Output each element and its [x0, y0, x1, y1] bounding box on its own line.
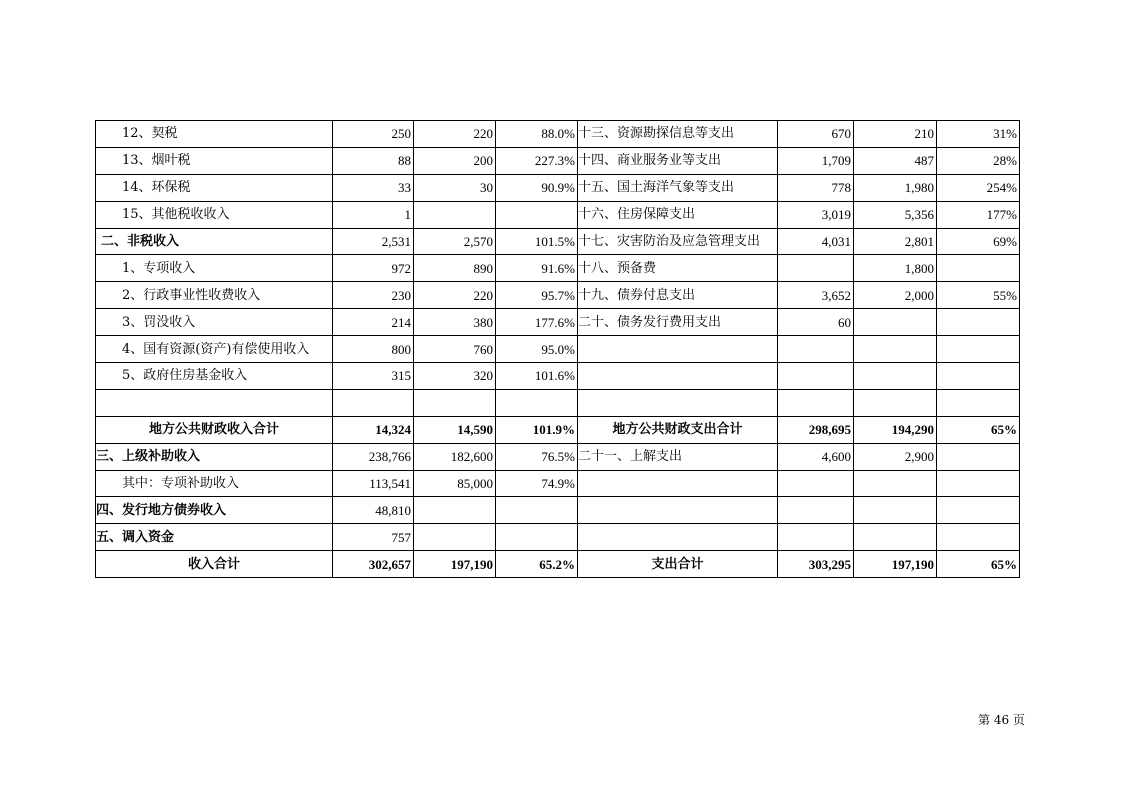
expense-ratio-cell: 177%: [937, 201, 1020, 228]
expense-item-cell: 支出合计: [578, 551, 778, 578]
income-budget-2020-cell: [414, 389, 496, 416]
expense-ratio-cell: 69%: [937, 228, 1020, 255]
table-row: [96, 147, 1020, 174]
income-ratio-cell: 101.9%: [496, 416, 578, 443]
income-budget-2020-cell: 14,590: [414, 416, 496, 443]
expense-item-cell: [578, 470, 778, 497]
expense-item-cell: 十六、住房保障支出: [578, 201, 778, 228]
expense-budget-2020-cell: [854, 336, 937, 363]
income-ratio-cell: 101.6%: [496, 363, 578, 390]
income-item-cell: 三、上级补助收入: [96, 443, 333, 470]
income-item-cell: 15、其他税收收入: [96, 201, 333, 228]
income-budget-2020-cell: 220: [414, 282, 496, 309]
expense-ratio-cell: 31%: [937, 121, 1020, 148]
expense-final-2019-cell: 4,031: [778, 228, 854, 255]
expense-final-2019-cell: 3,652: [778, 282, 854, 309]
expense-item-cell: 十七、灾害防治及应急管理支出: [578, 228, 778, 255]
expense-ratio-cell: [937, 524, 1020, 551]
table-row: [96, 470, 1020, 497]
expense-item-cell: [578, 336, 778, 363]
income-ratio-cell: 177.6%: [496, 309, 578, 336]
expense-item-cell: 二十一、上解支出: [578, 443, 778, 470]
expense-budget-2020-cell: 487: [854, 147, 937, 174]
income-ratio-cell: [496, 389, 578, 416]
income-item-cell: 3、罚没收入: [96, 309, 333, 336]
income-budget-2020-cell: 220: [414, 121, 496, 148]
expense-ratio-cell: [937, 443, 1020, 470]
income-item-cell: [96, 389, 333, 416]
expense-final-2019-cell: [778, 389, 854, 416]
income-ratio-cell: 76.5%: [496, 443, 578, 470]
expense-item-cell: [578, 497, 778, 524]
income-final-2019-cell: 33: [333, 174, 414, 201]
income-ratio-cell: 65.2%: [496, 551, 578, 578]
table-row: [96, 336, 1020, 363]
income-final-2019-cell: 214: [333, 309, 414, 336]
expense-ratio-cell: [937, 255, 1020, 282]
income-ratio-cell: 227.3%: [496, 147, 578, 174]
income-budget-2020-cell: [414, 497, 496, 524]
table-row: [96, 551, 1020, 578]
income-final-2019-cell: 972: [333, 255, 414, 282]
table-row: [96, 443, 1020, 470]
expense-budget-2020-cell: 2,900: [854, 443, 937, 470]
expense-budget-2020-cell: [854, 497, 937, 524]
expense-budget-2020-cell: 5,356: [854, 201, 937, 228]
income-budget-2020-cell: [414, 201, 496, 228]
table-row: [96, 255, 1020, 282]
income-final-2019-cell: 250: [333, 121, 414, 148]
expense-ratio-cell: 55%: [937, 282, 1020, 309]
income-final-2019-cell: 230: [333, 282, 414, 309]
expense-budget-2020-cell: 2,000: [854, 282, 937, 309]
expense-ratio-cell: 65%: [937, 551, 1020, 578]
table-row: [96, 228, 1020, 255]
expense-budget-2020-cell: [854, 363, 937, 390]
income-ratio-cell: 95.0%: [496, 336, 578, 363]
income-budget-2020-cell: 30: [414, 174, 496, 201]
income-ratio-cell: 88.0%: [496, 121, 578, 148]
expense-final-2019-cell: 298,695: [778, 416, 854, 443]
expense-final-2019-cell: 3,019: [778, 201, 854, 228]
expense-budget-2020-cell: [854, 524, 937, 551]
expense-final-2019-cell: 778: [778, 174, 854, 201]
income-item-cell: 四、发行地方债券收入: [96, 497, 333, 524]
expense-budget-2020-cell: [854, 309, 937, 336]
expense-final-2019-cell: 60: [778, 309, 854, 336]
income-budget-2020-cell: 182,600: [414, 443, 496, 470]
income-item-cell: 13、烟叶税: [96, 147, 333, 174]
expense-final-2019-cell: 4,600: [778, 443, 854, 470]
table-row: [96, 201, 1020, 228]
income-item-cell: 1、专项收入: [96, 255, 333, 282]
income-ratio-cell: 90.9%: [496, 174, 578, 201]
expense-ratio-cell: 254%: [937, 174, 1020, 201]
income-final-2019-cell: 757: [333, 524, 414, 551]
table-row: [96, 282, 1020, 309]
expense-item-cell: 十五、国土海洋气象等支出: [578, 174, 778, 201]
income-item-cell: 收入合计: [96, 551, 333, 578]
income-final-2019-cell: 2,531: [333, 228, 414, 255]
income-item-cell: 其中：专项补助收入: [96, 470, 333, 497]
expense-ratio-cell: [937, 336, 1020, 363]
income-budget-2020-cell: 380: [414, 309, 496, 336]
expense-ratio-cell: [937, 309, 1020, 336]
income-final-2019-cell: 113,541: [333, 470, 414, 497]
income-item-cell: 二、非税收入: [96, 228, 333, 255]
income-ratio-cell: [496, 497, 578, 524]
income-budget-2020-cell: 760: [414, 336, 496, 363]
income-item-cell: 地方公共财政收入合计: [96, 416, 333, 443]
income-ratio-cell: 95.7%: [496, 282, 578, 309]
expense-item-cell: 十八、预备费: [578, 255, 778, 282]
expense-item-cell: [578, 389, 778, 416]
expense-ratio-cell: [937, 497, 1020, 524]
expense-budget-2020-cell: 2,801: [854, 228, 937, 255]
table-row: [96, 174, 1020, 201]
expense-budget-2020-cell: 1,800: [854, 255, 937, 282]
income-item-cell: 五、调入资金: [96, 524, 333, 551]
table-row: [96, 121, 1020, 148]
income-budget-2020-cell: 320: [414, 363, 496, 390]
income-ratio-cell: 101.5%: [496, 228, 578, 255]
income-budget-2020-cell: 200: [414, 147, 496, 174]
income-ratio-cell: [496, 524, 578, 551]
expense-final-2019-cell: 1,709: [778, 147, 854, 174]
table-row: [96, 497, 1020, 524]
expense-item-cell: [578, 363, 778, 390]
expense-item-cell: 十九、债券付息支出: [578, 282, 778, 309]
income-item-cell: 5、政府住房基金收入: [96, 363, 333, 390]
budget-table: [95, 120, 1020, 578]
income-final-2019-cell: 1: [333, 201, 414, 228]
expense-final-2019-cell: 303,295: [778, 551, 854, 578]
income-final-2019-cell: 88: [333, 147, 414, 174]
income-final-2019-cell: 48,810: [333, 497, 414, 524]
expense-ratio-cell: [937, 363, 1020, 390]
income-item-cell: 2、行政事业性收费收入: [96, 282, 333, 309]
expense-final-2019-cell: [778, 470, 854, 497]
expense-final-2019-cell: [778, 524, 854, 551]
income-final-2019-cell: 238,766: [333, 443, 414, 470]
income-final-2019-cell: 302,657: [333, 551, 414, 578]
income-budget-2020-cell: [414, 524, 496, 551]
expense-budget-2020-cell: [854, 389, 937, 416]
income-ratio-cell: 91.6%: [496, 255, 578, 282]
expense-final-2019-cell: [778, 363, 854, 390]
income-final-2019-cell: 315: [333, 363, 414, 390]
expense-budget-2020-cell: 194,290: [854, 416, 937, 443]
table-row: [96, 309, 1020, 336]
income-item-cell: 4、国有资源(资产)有偿使用收入: [96, 336, 333, 363]
expense-ratio-cell: [937, 389, 1020, 416]
expense-budget-2020-cell: 210: [854, 121, 937, 148]
expense-item-cell: 二十、债务发行费用支出: [578, 309, 778, 336]
income-ratio-cell: [496, 201, 578, 228]
expense-budget-2020-cell: 197,190: [854, 551, 937, 578]
income-budget-2020-cell: 197,190: [414, 551, 496, 578]
income-final-2019-cell: [333, 389, 414, 416]
expense-item-cell: 地方公共财政支出合计: [578, 416, 778, 443]
table-row: [96, 416, 1020, 443]
expense-budget-2020-cell: [854, 470, 937, 497]
expense-item-cell: 十三、资源勘探信息等支出: [578, 121, 778, 148]
table-row: [96, 389, 1020, 416]
income-budget-2020-cell: 2,570: [414, 228, 496, 255]
income-final-2019-cell: 14,324: [333, 416, 414, 443]
income-ratio-cell: 74.9%: [496, 470, 578, 497]
expense-final-2019-cell: [778, 255, 854, 282]
income-item-cell: 12、契税: [96, 121, 333, 148]
expense-final-2019-cell: [778, 497, 854, 524]
page-number: 第 46 页: [978, 713, 1025, 727]
income-budget-2020-cell: 85,000: [414, 470, 496, 497]
expense-final-2019-cell: [778, 336, 854, 363]
table-row: [96, 524, 1020, 551]
table-row: [96, 363, 1020, 390]
income-budget-2020-cell: 890: [414, 255, 496, 282]
expense-budget-2020-cell: 1,980: [854, 174, 937, 201]
income-item-cell: 14、环保税: [96, 174, 333, 201]
expense-ratio-cell: [937, 470, 1020, 497]
expense-ratio-cell: 28%: [937, 147, 1020, 174]
income-final-2019-cell: 800: [333, 336, 414, 363]
expense-ratio-cell: 65%: [937, 416, 1020, 443]
expense-final-2019-cell: 670: [778, 121, 854, 148]
expense-item-cell: [578, 524, 778, 551]
expense-item-cell: 十四、商业服务业等支出: [578, 147, 778, 174]
